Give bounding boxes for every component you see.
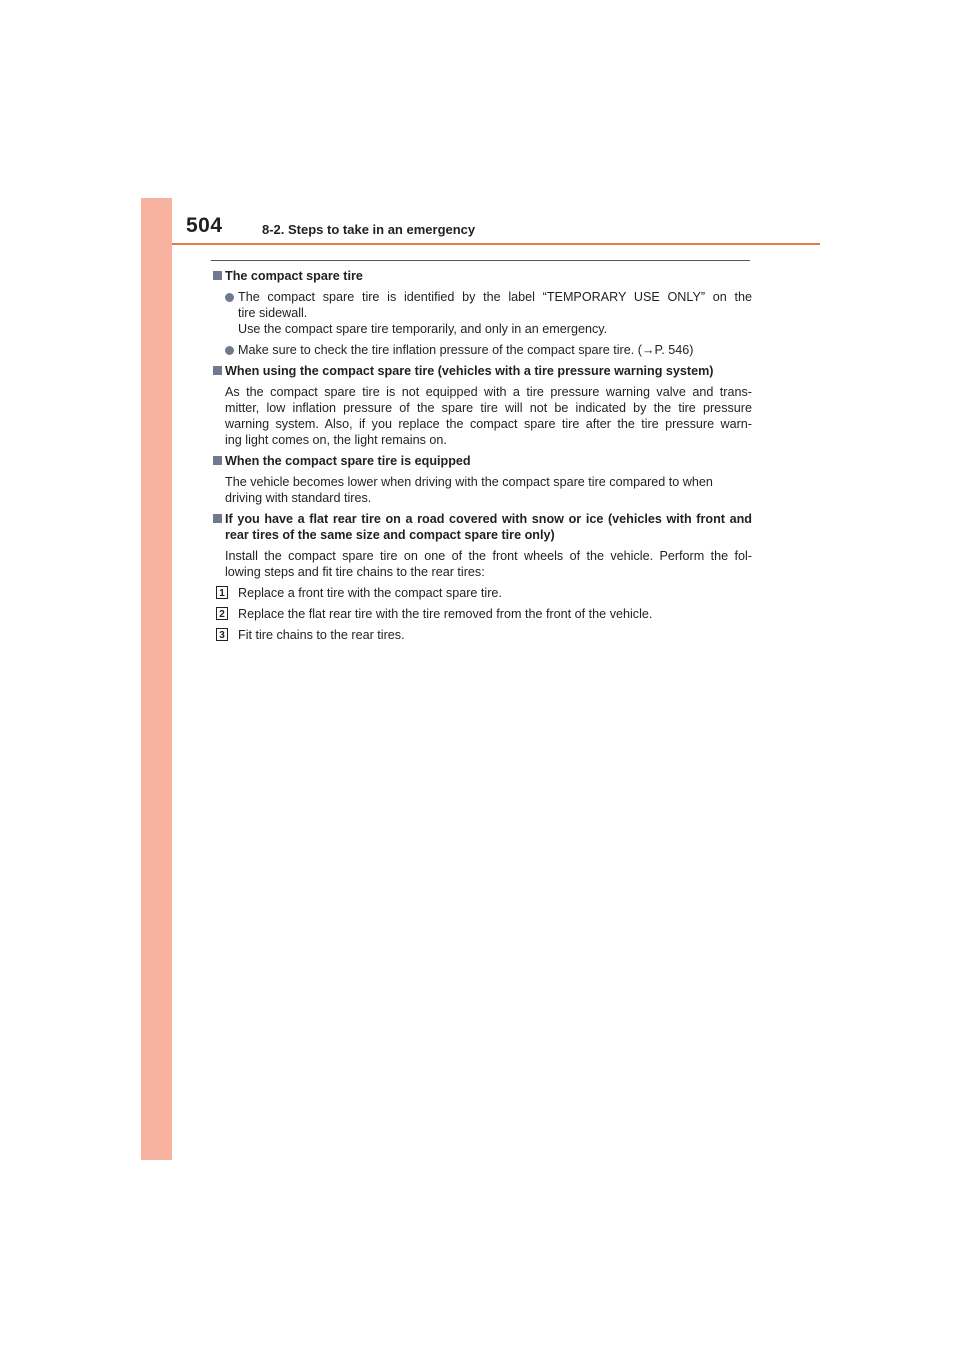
heading-line: rear tires of the same size and compact spare tire only): [225, 528, 555, 542]
square-bullet-icon: [213, 456, 222, 465]
heading-line: If you have a flat rear tire on a road covered with snow or ice (vehicles with front and: [225, 512, 752, 526]
square-bullet-icon: [213, 271, 222, 280]
text-line: Use the compact spare tire temporarily, and only in an emergency.: [238, 322, 608, 336]
header-rule: [172, 243, 820, 245]
square-bullet-icon: [213, 366, 222, 375]
circle-bullet-icon: [225, 346, 234, 355]
content-top-rule: [211, 260, 750, 261]
step-item: [211, 585, 752, 601]
side-color-band: [141, 198, 172, 1160]
step-text: Replace a front tire with the compact spare tire.: [238, 586, 502, 600]
text-line: mitter, low inflation pressure of the spare tire will not be indicated by the tire pressure: [225, 401, 752, 415]
bullet-item: [211, 342, 752, 358]
section-heading: When using the compact spare tire (vehicles with a tire pressure warning system): [211, 363, 752, 379]
text-line: ing light comes on, the light remains on.: [225, 433, 447, 447]
step-number-box: 1: [216, 586, 228, 599]
section-title: 8-2. Steps to take in an emergency: [262, 222, 476, 237]
step-text: Fit tire chains to the rear tires.: [238, 628, 405, 642]
section-heading: The compact spare tire: [211, 268, 752, 284]
text-line: Make sure to check the tire inflation pressure of the compact spare tire. (→P. 546): [238, 343, 694, 357]
square-bullet-icon: [213, 514, 222, 523]
text-line: driving with standard tires.: [225, 491, 372, 505]
page-number: 504: [186, 214, 223, 237]
text-line: The vehicle becomes lower when driving with the compact spare tire compared to when: [225, 475, 713, 489]
bullet-item: [211, 289, 752, 337]
text-line: lowing steps and fit tire chains to the rear tires:: [225, 565, 485, 579]
step-item: [211, 627, 752, 643]
section-heading: [211, 511, 752, 543]
section-heading: When the compact spare tire is equipped: [211, 453, 752, 469]
text-line: warning system. Also, if you replace the compact spare tire after the tire pressure warn-: [225, 417, 752, 431]
circle-bullet-icon: [225, 293, 234, 302]
step-item: [211, 606, 752, 622]
paragraph: [211, 548, 752, 580]
step-number-box: 2: [216, 607, 228, 620]
step-number-box: 3: [216, 628, 228, 641]
paragraph: [211, 384, 752, 448]
step-text: Replace the flat rear tire with the tire removed from the front of the vehicle.: [238, 607, 653, 621]
paragraph: [211, 474, 752, 506]
text-line: The compact spare tire is identified by the label “TEMPORARY USE ONLY” on the: [238, 290, 752, 304]
text-line: Install the compact spare tire on one of the front wheels of the vehicle. Perform the fol-: [225, 549, 752, 563]
text-line: tire sidewall.: [238, 306, 308, 320]
text-line: As the compact spare tire is not equipped with a tire pressure warning valve and trans-: [225, 385, 752, 399]
page-content: [211, 268, 752, 643]
